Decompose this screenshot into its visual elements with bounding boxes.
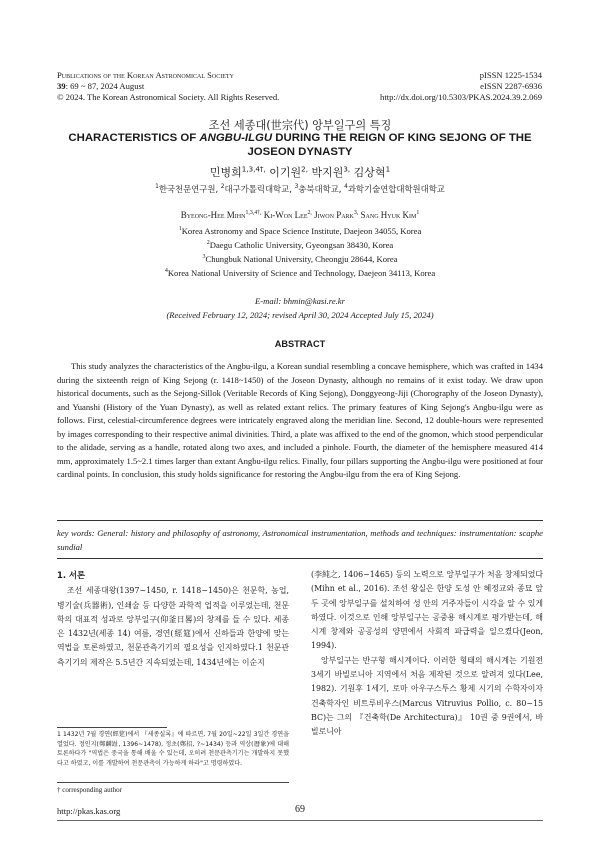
received-dates: (Received February 12, 2024; revised April 30, 2024 Accepted July 15, 2024)	[166, 310, 434, 320]
title-italic: ANGBU-ILGU	[199, 132, 273, 144]
doi-link[interactable]: http://dx.doi.org/10.5303/PKAS.2024.39.2.069	[380, 92, 542, 102]
affiliation-1: $^1$Korea Astronomy and Space Science Institute, Daejeon 34055, Korea	[178, 226, 422, 236]
right-paragraph-2: 앙부일구는 반구형 해시계이다. 이러한 형태의 해시계는 기원전 3세기 바빌로니아 지역에서 처음 제작된 것으로 알려져 있다(Lee, 1982). 기원후 1세기, 로마 아우구스투스 황제 시기의 수학자이자 건축학자인 비트루비우스(Marcus Vitruvius Pollio, c. 80~15 BC)는 그의 『건축학(De Architectura)』 10권 중 9권에서, 바빌로니아	[311, 655, 543, 737]
pages-date: : 69 ~ 87, 2024 August	[65, 81, 145, 91]
author-email[interactable]: E-mail: bhmin@kasi.re.kr	[255, 296, 345, 306]
right-column	[311, 568, 543, 740]
eissn: eISSN 2287-6936	[480, 81, 542, 91]
footnote-1: 1 1432년 7월 경연(經筵)에서 『세종실록』에 따르면, 7월 20일~22일 3일간 경연을 열었다. 정인지(鄭麟趾, 1396~1478), 정초(鄭招, ?~1434) 등과 역상(曆象)에 대해 토론하다가 "역법은 중국을 통해 배울 수 있는데, 오히려 천문관측기기는 개발하지 못했다고 하였고, 이를 개발하여 천문관측이 가능하게 하라"고 명령하였다.	[57, 731, 289, 767]
abstract-heading: ABSTRACT	[274, 339, 326, 349]
journal-header	[57, 70, 387, 103]
affiliation-3: $^3$Chungbuk National University, Cheongju 28644, Korea	[202, 254, 398, 264]
title-part-2: DURING THE REIGN OF KING SEJONG OF THE JOSEON DYNASTY	[247, 132, 532, 158]
abstract-text: This study analyzes the characteristics of the Angbu-ilgu, a Korean sundial resembling a concave hemisphere, which was crafted in 1434 during the sixteenth reign of King Sejong (r. 1418~1450) of the Joseon Dynasty, although no remains of it exist today. We draw upon historical documents, such as the Sejong-Sillok (Veritable Records of King Sejong), Donggyeong-Jiji (Chorography of the Joseon Dynasty), and Yuanshi (History of the Yuan Dynasty), as well as related extant relics. The primary features of King Sejong's Angbu-ilgu were as follows. First, celestial-circumference degrees were intricately engraved along the meridian line. Second, 12 double-hours were represented by images corresponding to their respective animal divinities. Third, a plate was affixed to the end of the gnomon, which stood perpendicular to the alidade, serving as a handle, rotated along two axes, and included a pinhole. Fourth, the diameter of the hemisphere measured 414 mm, approximately 1.5~2.1 times larger than extant Angbu-ilgu relics. Finally, four pillars supporting the Angbu-ilgu were positioned at four cardinal points. In conclusion, this study holds significance for restoring the Angbu-ilgu from the era of King Sejong.	[57, 361, 543, 479]
pissn: pISSN 1225-1534	[479, 70, 542, 80]
right-paragraph-1: (李純之, 1406~1465) 등의 노력으로 앙부일구가 처음 창제되었다(Mihn et al., 2016). 조선 왕실은 한양 도성 안 혜정교와 종묘 앞 두 곳에 앙부일구를 설치하여 성 안의 거주자들이 시각을 알 수 있게 하였다. 이것으로 인해 앙부일구는 공중용 해시계로 평가받는데, 해시계 창제와 공공성의 양면에서 사회적 파급력을 일으켰다(Jeon, 1994).	[311, 570, 543, 651]
english-authors: Byeong-Hee Mihn$^{1,3,4\dagger,}$ Ki-Won Lee$^{2,}$ Jiwon Park$^{3,}$ Sang Hyuk Kim$^1$	[180, 210, 420, 220]
korean-affiliations: $^1$한국천문연구원, $^2$대구가톨릭대학교, $^3$충북대학교, $^4$과학기술연합대학원대학교	[155, 184, 445, 194]
korean-authors: 민병희$^{1,3,4\dagger,}$ 이기원$^{2,}$ 박지원$^{3,}$ 김상혁$^1$	[209, 164, 391, 179]
title-part-1: CHARACTERISTICS OF	[68, 132, 200, 144]
footer-url[interactable]: http://pkas.kas.org	[57, 806, 121, 816]
affiliation-2: $^2$Daegu Catholic University, Gyeongsan 38430, Korea	[206, 240, 394, 250]
copyright-line: © 2024. The Korean Astronomical Society. All Rights Reserved.	[57, 92, 280, 102]
volume-number: 39	[57, 81, 66, 91]
journal-name: Publications of the Korean Astronomical Society	[57, 70, 234, 80]
section-heading: 1. 서론	[57, 570, 86, 580]
footnote-rule	[57, 727, 167, 728]
volume-line	[57, 81, 387, 92]
page-number: 69	[295, 804, 305, 815]
affiliation-4: $^4$Korea National University of Science and Technology, Daejeon 34113, Korea	[164, 268, 436, 278]
korean-title: 조선 세종대(世宗代) 앙부일구의 특징	[208, 119, 392, 132]
corresponding-author-note: † corresponding author	[57, 786, 122, 794]
issn-block	[342, 70, 542, 103]
english-title	[50, 132, 550, 159]
keywords-bottom-rule	[57, 558, 543, 559]
footer-rule	[57, 820, 543, 821]
intro-paragraph: 조선 세종대왕(1397~1450, r. 1418~1450)은 천문학, 농업, 병기술(兵器術), 인쇄술 등 다양한 과학적 업적을 이루었는데, 천문학의 대표적 성과로 앙부일구(仰釜日晷)의 창제를 들 수 있다. 세종은 1432년(세종 14) 여름, 경연(經筵)에서 신하들과 한양에 맞는 역법을 토론하였고, 천문관측기기의 필요성을 인지하였다.1 천문관측기기의 제작은 5.5년간 지속되었는데, 1434년에는 이순지	[57, 586, 289, 667]
left-column	[57, 568, 289, 670]
footnote-rule-2	[57, 782, 289, 783]
keywords: key words: General: history and philosophy of astronomy, Astronomical instrumentation, methods and techniques: instrumentation: scaphe sundial	[57, 528, 543, 552]
keywords-top-rule	[57, 520, 543, 521]
